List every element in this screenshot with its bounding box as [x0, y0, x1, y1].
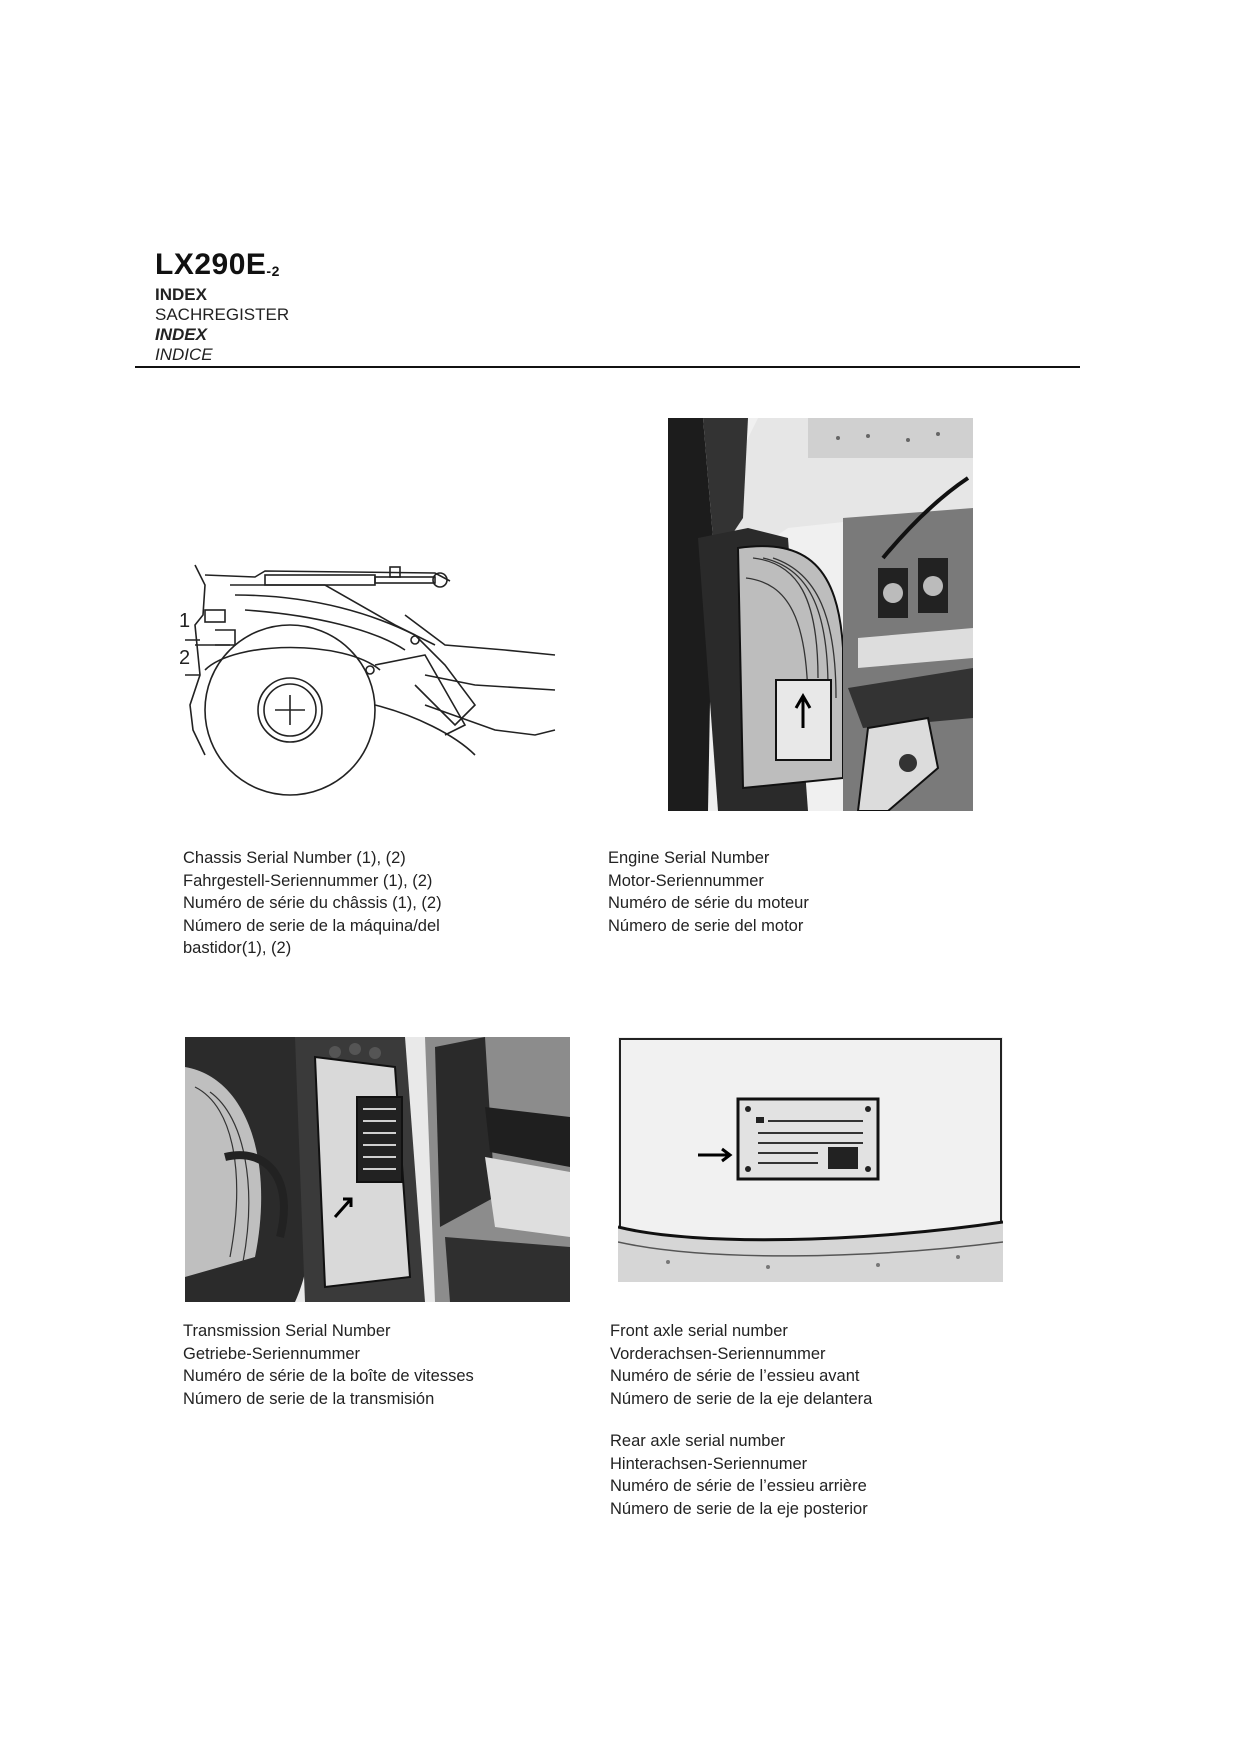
caption-line: Numéro de série du châssis (1), (2) [183, 894, 442, 912]
rear-axle-caption [610, 1430, 868, 1520]
callout-2: 2 [179, 647, 191, 669]
caption-line: Front axle serial number [610, 1322, 788, 1340]
caption-line: bastidor(1), (2) [183, 939, 292, 957]
caption-line: Numéro de série de la boîte de vitesses [183, 1367, 474, 1385]
chassis-caption [183, 847, 442, 960]
axle-photo [618, 1037, 1003, 1282]
model-suffix: -2 [266, 263, 280, 279]
caption-line: Numéro de série de l’essieu arrière [610, 1477, 867, 1495]
transmission-photo [185, 1037, 570, 1302]
engine-caption [608, 847, 809, 937]
caption-line: Engine Serial Number [608, 849, 770, 867]
header-index-en: INDEX [155, 285, 207, 304]
header-index-fr: INDEX [155, 325, 207, 344]
caption-line: Getriebe-Seriennummer [183, 1344, 360, 1363]
caption-line: Vorderachsen-Seriennummer [610, 1344, 826, 1363]
callout-1: 1 [179, 610, 191, 632]
header-index-de: SACHREGISTER [155, 305, 290, 324]
caption-line: Hinterachsen-Seriennumer [610, 1454, 808, 1473]
model-name: LX290E [155, 248, 267, 281]
caption-line: Chassis Serial Number (1), (2) [183, 849, 406, 867]
caption-line: Motor-Seriennummer [608, 871, 764, 890]
caption-line: Número de serie de la transmisión [183, 1389, 435, 1408]
caption-line: Fahrgestell-Seriennummer (1), (2) [183, 871, 433, 890]
front-axle-caption [610, 1320, 872, 1410]
caption-line: Número de serie de la eje delantera [610, 1389, 873, 1408]
caption-line: Numéro de série du moteur [608, 894, 809, 912]
caption-line: Número de serie de la máquina/del [183, 916, 440, 935]
caption-line: Numéro de série de l’essieu avant [610, 1367, 860, 1385]
caption-line: Rear axle serial number [610, 1432, 786, 1450]
caption-line: Número de serie de la eje posterior [610, 1499, 868, 1518]
page-title [155, 248, 280, 282]
transmission-caption [183, 1320, 474, 1410]
header-rule [135, 366, 1080, 368]
engine-photo [668, 418, 973, 811]
header-index-es: INDICE [155, 345, 213, 364]
chassis-drawing [175, 555, 560, 810]
caption-line: Transmission Serial Number [183, 1322, 391, 1340]
caption-line: Número de serie del motor [608, 916, 804, 935]
